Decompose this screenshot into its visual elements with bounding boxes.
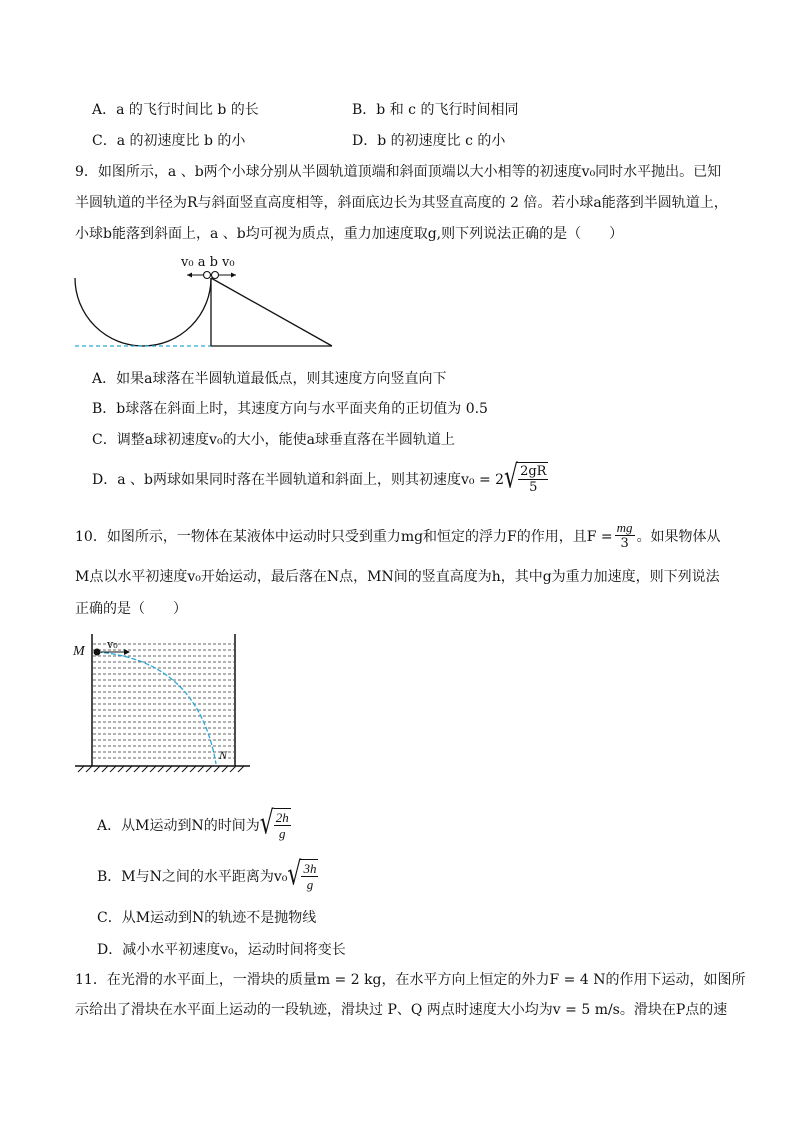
q10-stem-line-1-b: 。如果物体从 — [636, 528, 721, 545]
label-v0: v₀ — [107, 638, 118, 651]
q9-stem-line-2: 半圆轨道的半径为R与斜面竖直高度相等，斜面底边长为其竖直高度的 2 倍。若小球a能落到半圆轨道上， — [75, 195, 728, 211]
trajectory-curve — [97, 652, 216, 764]
q10-option-b-text: B．M与N之间的水平距离为v₀ — [97, 868, 288, 885]
q10-option-a-denominator: g — [278, 826, 286, 841]
q9-stem-line-1: 9．如图所示，a 、b两个小球分别从半圆轨道顶端和斜面顶端以大小相等的初速度v₀同时水平抛出。已知 — [75, 164, 722, 180]
q10-fraction-numerator: mg — [616, 520, 633, 535]
ball-m — [94, 649, 101, 656]
q10-fraction-denominator: 3 — [620, 536, 629, 551]
ball-a — [204, 272, 211, 279]
q9-option-a: A．如果a球落在半圆轨道最低点，则其速度方向竖直向下 — [92, 371, 447, 387]
q9-option-d-numerator: 2gR — [520, 464, 547, 479]
q9-option-d-text: D．a 、b两球如果同时落在半圆轨道和斜面上，则其初速度v₀ = 2 — [92, 471, 505, 488]
q9-option-b: B．b球落在斜面上时，其速度方向与水平面夹角的正切值为 0.5 — [92, 401, 488, 417]
q10-stem-line-1 — [75, 520, 721, 551]
q10-stem-line-3: 正确的是（ ） — [75, 601, 187, 617]
q10-figure — [70, 630, 255, 775]
q9-option-c: C．调整a球初速度v₀的大小，能使a球垂直落在半圆轨道上 — [92, 432, 455, 448]
q10-option-a-numerator: 2h — [275, 810, 289, 825]
q8-option-a: A．a 的飞行时间比 b 的长 — [92, 102, 259, 118]
q11-stem-line-1: 11．在光滑的水平面上，一滑块的质量m = 2 kg，在水平方向上恒定的外力F = 4 N的作用下运动，如图所 — [75, 972, 746, 988]
liquid-pattern — [93, 644, 234, 758]
ground-hatching — [78, 766, 244, 772]
q9-option-d-denominator: 5 — [529, 480, 538, 495]
q8-option-c: C．a 的初速度比 b 的小 — [92, 133, 246, 149]
semicircle-track — [75, 278, 211, 346]
q10-option-a: A．从M运动到N的时间为 √ $\frac{2h}{g}$ — [97, 805, 289, 842]
q9-figure — [70, 268, 340, 350]
q10-option-b: B．M与N之间的水平距离为v₀ √ $\frac{3h}{g}$ — [97, 856, 317, 893]
q9-stem-line-3: 小球b能落到斜面上，a 、b均可视为质点，重力加速度取g,则下列说法正确的是（ ） — [75, 226, 624, 242]
q10-stem-line-2: M点以水平初速度v₀开始运动，最后落在N点，MN间的竖直高度为h，其中g为重力加速度，则下列说法 — [75, 569, 720, 585]
incline — [211, 278, 332, 346]
q9-option-d — [92, 459, 548, 496]
q10-option-b-denominator: g — [306, 877, 314, 892]
ball-b — [212, 272, 219, 279]
label-m: M — [73, 644, 85, 659]
q9-figure-label: v₀ a b v₀ — [181, 255, 235, 270]
q8-option-d: D．b 的初速度比 c 的小 — [352, 133, 506, 149]
q8-option-b: B．b 和 c 的飞行时间相同 — [352, 102, 519, 118]
q11-stem-line-2: 示给出了滑块在水平面上运动的一段轨迹，滑块过 P、Q 两点时速度大小均为v = 5 m/s。滑块在P点的速 — [75, 1002, 728, 1018]
q9-option-d-sqrt: √ $\frac{2gR}{5}$ — [504, 459, 547, 496]
q10-stem-line-1-a: 10．如图所示，一物体在某液体中运动时只受到重力mg和恒定的浮力F的作用，且F = — [75, 528, 613, 545]
label-n: N — [219, 748, 228, 762]
q10-option-c: C．从M运动到N的轨迹不是抛物线 — [97, 910, 317, 926]
q10-option-d: D．减小水平初速度v₀，运动时间将变长 — [97, 942, 346, 958]
q10-option-a-text: A．从M运动到N的时间为 — [97, 817, 260, 834]
q10-option-b-numerator: 3h — [303, 861, 317, 876]
